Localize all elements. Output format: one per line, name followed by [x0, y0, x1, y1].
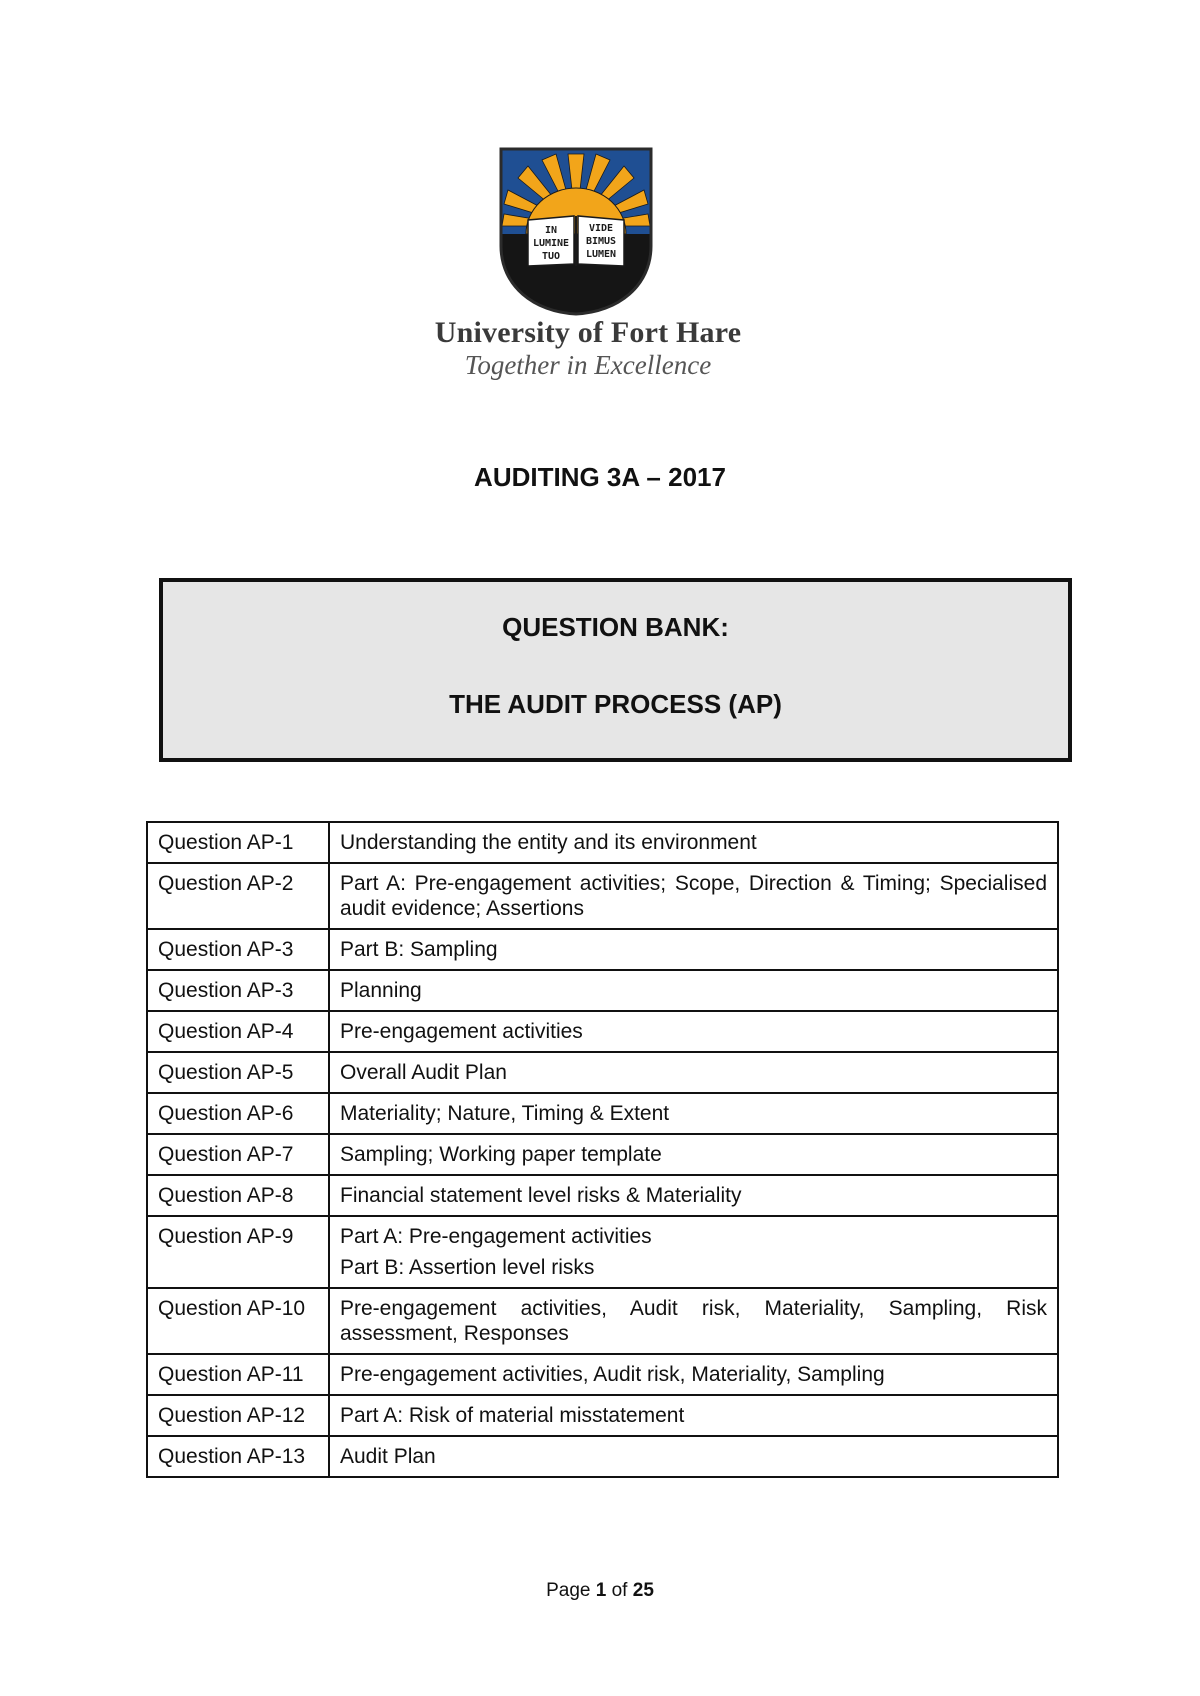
question-topic-text: Part A: Pre-engagement activities; Scope, Direction & Timing; Specialised audit evidence; Assertions — [340, 872, 1047, 920]
question-number: Question AP-12 — [147, 1395, 329, 1436]
page-footer — [0, 1580, 1200, 1602]
question-number: Question AP-10 — [147, 1288, 329, 1354]
question-topic — [329, 970, 1058, 1011]
question-topic-text: Planning — [340, 979, 422, 1002]
book-motto-right-2: BIMUS — [585, 236, 617, 247]
question-bank-subheading: THE AUDIT PROCESS (AP) — [449, 689, 782, 719]
question-number: Question AP-1 — [147, 822, 329, 863]
page-total: 25 — [632, 1580, 654, 1601]
question-bank-box — [159, 578, 1072, 762]
question-topic-text: Pre-engagement activities, Audit risk, Materiality, Sampling, Risk assessment, Responses — [340, 1297, 1047, 1345]
question-topic — [329, 822, 1058, 863]
question-topic — [329, 1354, 1058, 1395]
question-number: Question AP-4 — [147, 1011, 329, 1052]
question-topic — [329, 929, 1058, 970]
question-topic-text: Pre-engagement activities, Audit risk, Materiality, Sampling — [340, 1363, 885, 1386]
table-row — [147, 863, 1058, 929]
table-row — [147, 1288, 1058, 1354]
question-topic — [329, 1052, 1058, 1093]
table-row — [147, 1395, 1058, 1436]
question-topic-text: Understanding the entity and its environment — [340, 831, 757, 854]
question-topic — [329, 1134, 1058, 1175]
table-row — [147, 970, 1058, 1011]
page-current: 1 — [595, 1580, 607, 1601]
question-number: Question AP-6 — [147, 1093, 329, 1134]
question-topic-text: Audit Plan — [340, 1445, 436, 1468]
page-label: Page — [546, 1580, 591, 1601]
book-motto-left-2: LUMINE — [532, 238, 570, 249]
question-number: Question AP-13 — [147, 1436, 329, 1477]
question-number: Question AP-8 — [147, 1175, 329, 1216]
question-number: Question AP-3 — [147, 929, 329, 970]
book-motto-left-3: TUO — [541, 251, 561, 262]
university-name: University of Fort Hare — [434, 316, 742, 349]
question-topic — [329, 1093, 1058, 1134]
table-row — [147, 1175, 1058, 1216]
question-topic-text: Sampling; Working paper template — [340, 1143, 662, 1166]
table-row — [147, 1354, 1058, 1395]
question-number: Question AP-9 — [147, 1216, 329, 1288]
question-topic-text: Pre-engagement activities — [340, 1020, 583, 1043]
question-topic — [329, 1436, 1058, 1477]
table-row — [147, 1011, 1058, 1052]
table-row — [147, 1436, 1058, 1477]
question-topic-text: Overall Audit Plan — [340, 1061, 507, 1084]
question-topic — [329, 1288, 1058, 1354]
question-number: Question AP-11 — [147, 1354, 329, 1395]
university-crest-logo — [498, 146, 654, 316]
course-title: AUDITING 3A – 2017 — [474, 462, 726, 492]
question-topic-text: Part A: Risk of material misstatement — [340, 1404, 685, 1427]
question-topic — [329, 1175, 1058, 1216]
question-number: Question AP-2 — [147, 863, 329, 929]
question-topic — [329, 1011, 1058, 1052]
table-row — [147, 822, 1058, 863]
table-row — [147, 929, 1058, 970]
table-row — [147, 1134, 1058, 1175]
of-label: of — [611, 1580, 628, 1601]
question-topic-text-line2: Part B: Assertion level risks — [340, 1256, 595, 1279]
question-topic-text: Part A: Pre-engagement activities — [340, 1225, 652, 1248]
book-motto-right-3: LUMEN — [585, 249, 617, 260]
question-bank-heading: QUESTION BANK: — [502, 612, 729, 642]
question-topic — [329, 1216, 1058, 1288]
question-topic-text: Financial statement level risks & Materiality — [340, 1184, 742, 1207]
open-book — [528, 216, 624, 266]
question-topic-text: Materiality; Nature, Timing & Extent — [340, 1102, 670, 1125]
table-row — [147, 1052, 1058, 1093]
question-topic-text: Part B: Sampling — [340, 938, 498, 961]
question-number: Question AP-5 — [147, 1052, 329, 1093]
question-table — [146, 821, 1059, 1478]
book-motto-left-1: IN — [544, 225, 558, 236]
book-motto-right-1: VIDE — [588, 223, 614, 234]
question-number: Question AP-3 — [147, 970, 329, 1011]
table-row — [147, 1216, 1058, 1288]
question-table-body — [147, 822, 1058, 1477]
university-tagline: Together in Excellence — [464, 350, 712, 380]
question-number: Question AP-7 — [147, 1134, 329, 1175]
question-topic — [329, 1395, 1058, 1436]
question-topic — [329, 863, 1058, 929]
table-row — [147, 1093, 1058, 1134]
